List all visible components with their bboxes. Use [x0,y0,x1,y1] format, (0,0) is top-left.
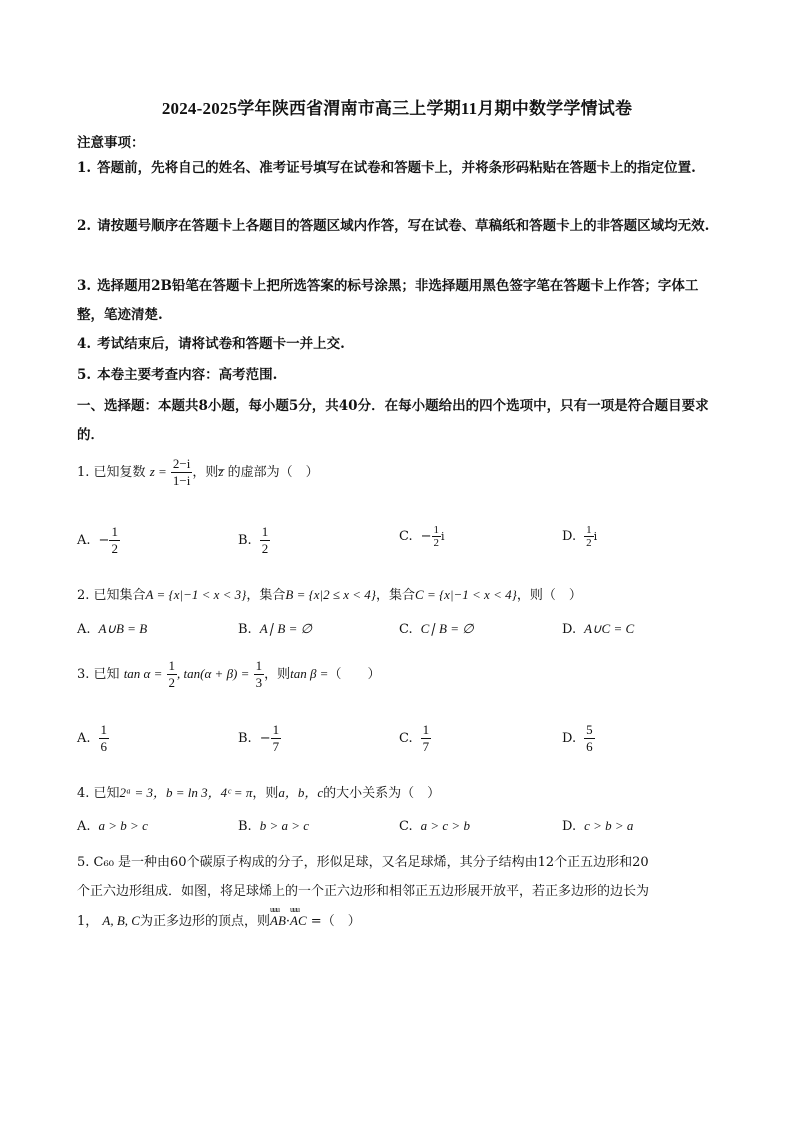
q5-suffix: =（ ） [310,914,361,929]
option-sign: − [98,533,110,548]
option-fraction [584,524,594,549]
option-denominator: 2 [433,537,440,549]
option-numerator: 1 [261,524,269,539]
q2-option-c[interactable] [399,621,474,637]
q4-suffix: 的大小关系为（ ） [323,786,441,801]
option-numerator: 1 [100,722,108,737]
q2-mid2: ，集合 [376,588,416,603]
q1-option-b[interactable] [238,524,270,557]
q2-set-b: B = {x|2 ≤ x < 4} [285,587,377,602]
option-sign: − [259,731,271,746]
q3-option-b[interactable] [238,722,281,755]
option-sign: − [420,529,432,544]
option-text: A∪C = C [584,621,635,636]
option-text: a > c > b [420,818,470,833]
q4-option-b[interactable] [238,818,309,834]
q2-prefix: 2. 已知集合 [77,588,146,603]
q3-option-a[interactable] [77,722,109,755]
q4-option-d[interactable] [562,818,633,834]
notes-heading: 注意事项： [77,135,145,151]
q3-fraction-1 [167,658,178,691]
option-label: A. [77,533,91,548]
q1-suffix: 的虚部为（ ） [227,465,319,480]
note-text: 请按题号顺序在答题卡上各题目的答题区域内作答，写在试卷、草稿纸和答题卡上的非答题区域均无效. [97,218,710,234]
q3-num2: 1 [255,658,263,673]
q3-mid: ，则 [264,667,291,682]
option-fraction [99,722,110,755]
q3-tan-beta: tan β = [290,666,329,681]
note-text: 考试结束后，请将试卷和答题卡一并上交. [97,336,345,352]
option-fraction [421,722,432,755]
q1-option-d[interactable] [562,524,597,549]
option-denominator: 7 [272,739,280,754]
q2-set-a: A = {x|−1 < x < 3} [145,587,247,602]
option-text: A∪B = B [98,621,148,636]
option-numerator: 1 [586,524,592,536]
option-fraction [432,524,442,549]
q5-line-1: 5. C₆₀ 是一种由60个碳原子构成的分子，形似足球，又名足球烯，其分子结构由12个正五边形和20 [77,855,649,870]
question-3 [77,658,380,691]
option-label: D. [562,622,577,637]
q3-option-c[interactable] [399,722,431,755]
q5-vertices: A, B, C [102,913,140,928]
q1-fraction [171,456,192,489]
option-denominator: 6 [100,739,108,754]
option-text: c > b > a [584,818,634,833]
q4-option-a[interactable] [77,818,148,834]
note-4 [77,330,717,359]
option-denominator: 2 [261,541,269,556]
option-text: C∣ B = ∅ [420,621,474,636]
note-text: 选择题用2B铅笔在答题卡上把所选答案的标号涂黑；非选择题用黑色签字笔在答题卡上作答；字体工整，笔迹清楚. [77,278,699,323]
q2-set-c: C = {x|−1 < x < 4} [415,587,517,602]
option-label: D. [562,819,577,834]
note-3 [77,272,717,330]
option-label: C. [399,731,413,746]
option-fraction [584,722,595,755]
q3-tan-alpha: tan α = [123,666,163,681]
option-text: A∣ B = ∅ [259,621,312,636]
q1-option-c[interactable] [399,524,445,549]
option-fraction [260,524,271,557]
option-numerator: 5 [586,722,593,737]
q3-prefix: 3. 已知 [77,667,120,682]
question-2 [77,584,582,603]
q1-prefix: 1. 已知复数 [77,465,146,480]
option-numerator: 1 [272,722,280,737]
q2-suffix: ，则（ ） [516,588,582,603]
q1-mid: ，则 [192,465,219,480]
option-label: D. [562,731,577,746]
q2-options [77,621,727,651]
q3-option-d[interactable] [562,722,595,755]
q4-mid: ，则 [252,786,279,801]
option-denominator: 2 [586,537,592,549]
q4-prefix: 4. 已知 [77,786,120,801]
q3-tan-alpha-beta: , tan(α + β) = [177,666,250,681]
option-numerator: 1 [111,524,118,539]
option-unit: i [441,530,445,543]
q5-text: 为正多边形的顶点，则 [139,914,270,929]
q5-text: 1， [77,914,99,929]
q2-option-b[interactable] [238,621,312,637]
note-text: 答题前，先将自己的姓名、准考证号填写在试卷和答题卡上，并将条形码粘贴在答题卡上的指定位置. [97,160,696,176]
q1-option-a[interactable] [77,524,120,557]
note-number: 4. [77,336,92,352]
option-label: B. [238,731,252,746]
option-label: B. [238,819,252,834]
option-label: B. [238,622,252,637]
option-label: A. [77,731,91,746]
note-number: 2. [77,218,92,234]
question-4 [77,782,440,801]
q1-numerator: 2−i [172,456,191,471]
option-label: D. [562,529,577,544]
q3-den1: 2 [168,675,176,690]
q4-variables: a，b，c [278,785,324,800]
option-denominator: 6 [586,739,593,754]
q3-options [77,722,727,752]
q5-vector-ac: uuu AC [290,906,307,935]
q1-denominator: 1−i [172,473,191,488]
option-denominator: 2 [111,541,118,556]
q2-option-a[interactable] [77,621,147,637]
option-text: a > b > c [98,818,148,833]
q5-dot: · [285,914,291,929]
note-1 [77,154,717,183]
option-fraction [271,722,282,755]
option-label: C. [399,529,413,544]
page-title: 2024-2025学年陕西省渭南市高三上学期11月期中数学学情试卷 [161,99,633,118]
q5-vector-ab: uuu AB [270,906,286,935]
q1-options [77,524,727,554]
question-1 [77,456,319,489]
q1-z: z = [149,464,167,479]
note-number: 5. [77,367,92,383]
section-heading: 一、选择题：本题共8小题，每小题5分，共40分．在每小题给出的四个选项中，只有一项是符合题目要求的． [77,398,709,443]
q3-den2: 3 [255,675,263,690]
note-2 [77,212,717,241]
option-fraction [109,524,120,557]
question-5 [77,848,722,936]
option-unit: i [593,530,598,543]
option-label: A. [77,819,91,834]
q4-option-c[interactable] [399,818,470,834]
option-numerator: 1 [433,524,440,536]
note-number: 1. [77,160,92,176]
note-number: 3. [77,278,92,294]
q3-fraction-2 [254,658,265,691]
option-numerator: 1 [422,722,430,737]
option-denominator: 7 [422,739,430,754]
q4-options [77,818,727,848]
q5-line-2: 个正六边形组成．如图，将足球烯上的一个正六边形和相邻正五边形展开放平，若正多边形的边长为 [77,884,650,899]
q2-option-d[interactable] [562,621,634,637]
q3-num1: 1 [168,658,176,673]
q1-zbar: z̅ [218,464,224,479]
option-label: C. [399,819,413,834]
option-label: A. [77,622,91,637]
q5-line-3 [77,906,722,936]
q3-suffix: （ ） [328,667,381,682]
option-label: C. [399,622,413,637]
q2-mid1: ，集合 [246,588,286,603]
option-label: B. [238,533,252,548]
option-text: b > a > c [259,818,310,833]
note-text: 本卷主要考查内容：高考范围. [97,367,278,383]
q4-condition: 2ᵃ = 3，b = ln 3，4ᶜ = π [119,785,253,800]
note-5 [77,361,717,390]
